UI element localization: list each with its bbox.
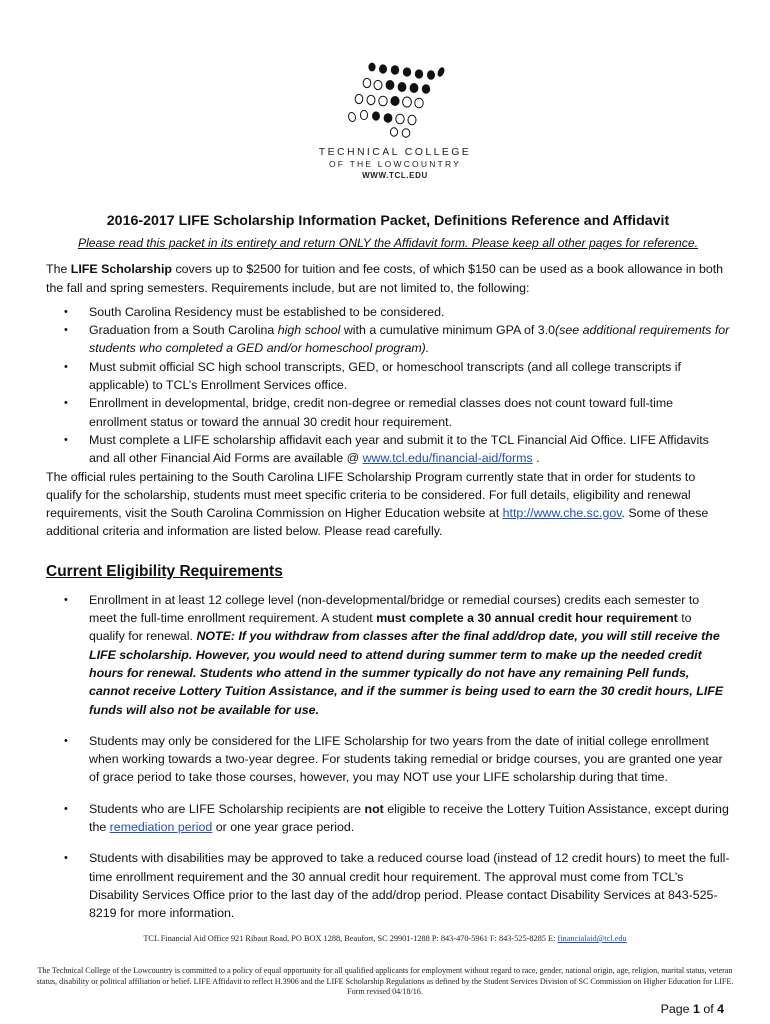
contact-footer: TCL Financial Aid Office 921 Ribaut Road, PO BOX 1288, Beaufort, SC 29901-1288 P: 843-470-5961 F: 843-525-8285 E: financialaid@tcl.edu <box>143 934 627 943</box>
financial-aid-email-link[interactable]: financialaid@tcl.edu <box>557 934 627 943</box>
requirement-item: • South Carolina Residency must be established to be considered. <box>46 303 730 321</box>
eligibility-item: • Students who are LIFE Scholarship recipients are not eligible to receive the Lottery Tuition Assistance, except during the remediation period or one year grace period. <box>46 800 730 837</box>
requirement-item: • Graduation from a South Carolina high school with a cumulative minimum GPA of 3.0(see additional requirements for students who completed a GED and/or homeschool program). <box>46 321 730 358</box>
rules-paragraph: The official rules pertaining to the South Carolina LIFE Scholarship Program currently state that in order for students to qualify for the scholarship, students must meet specific criteria to be considered. For full details, eligibility and renewal requirements, visit the South Carolina Commission on Higher Education website at http://www.che.sc.gov. Some of these additional criteria and information are listed below. Please read carefully. <box>46 469 709 539</box>
eligibility-item: • Enrollment in at least 12 college level (non-developmental/bridge or remedial courses) credits each semester to meet the full-time enrollment requirement. A student must complete a 30 annual credit hour requirement to qualify for renewal. NOTE: If you withdraw from classes after the final add/drop date, you will still receive the LIFE scholarship. However, you would need to attend during summer term to make up the needed credit hours for renewal. Students who attend in the summer typically do not have any remaining Pell funds, cannot receive Lottery Tuition Assistance, and if the summer is being used to earn the 30 credit hours, LIFE funds will also not be available for use. <box>46 591 730 719</box>
remediation-period-link[interactable]: remediation period <box>109 820 213 835</box>
document-title: 2016-2017 LIFE Scholarship Information Packet, Definitions Reference and Affidavit <box>106 213 670 229</box>
eligibility-heading: Current Eligibility Requirements <box>46 562 283 580</box>
eligibility-item: • Students with disabilities may be approved to take a reduced course load (instead of 12 credit hours) to meet the full-time enrollment requirement and the 30 annual credit hour requirement. The approval must come from TCL’s Disability Services Office prior to the last day of the add/drop period. Please contact Disability Services at 843-525-8219 for more information. <box>46 849 730 922</box>
requirement-item: • Enrollment in developmental, bridge, credit non-degree or remedial classes does not count toward full-time enrollment status or toward the annual 30 credit hour requirement. <box>46 394 730 431</box>
che-website-link[interactable]: http://www.che.sc.gov <box>502 506 622 521</box>
logo-college-name: TECHNICAL COLLEGE <box>318 146 472 158</box>
logo-college-subname: OF THE LOWCOUNTRY <box>328 159 461 169</box>
requirement-item: • Must submit official SC high school transcripts, GED, or homeschool transcripts (and all college transcripts if applicable) to TCL’s Enrollment Services office. <box>46 358 730 395</box>
document-subtitle: Please read this packet in its entirety and return ONLY the Affidavit form. Please keep all other pages for reference. <box>77 236 699 250</box>
equal-opportunity-statement: The Technical College of the Lowcountry is committed to a policy of equal opportunity for all qualified applicants for employment without regard to race, gender, national origin, age, religion, marital status, veteran status, disability or political affiliation or belief. LIFE Affidavit to reflect H.3906 and the LIFE Scholarship Regulations as defined by the Student Services Division of SC Commission on Higher Education for LIFE. Form revised 04/18/16. <box>36 966 734 996</box>
requirement-item: • Must complete a LIFE scholarship affidavit each year and submit it to the TCL Financial Aid Office. LIFE Affidavits and all other Financial Aid Forms are available @ www.tcl.edu/financial-aid/forms . <box>46 431 730 468</box>
life-scholarship-term: LIFE Scholarship <box>70 262 173 277</box>
logo-website: WWW.TCL.EDU <box>362 171 428 180</box>
logo-dot-mark <box>340 58 450 143</box>
financial-aid-forms-link[interactable]: www.tcl.edu/financial-aid/forms <box>362 451 533 466</box>
eligibility-item: • Students may only be considered for the LIFE Scholarship for two years from the date of initial college enrollment when working towards a two-year degree. For students taking remedial or bridge courses, you are granted one year of grace period to take those courses, however, you may NOT use your LIFE scholarship during that time. <box>46 732 730 787</box>
college-logo <box>300 58 490 183</box>
intro-paragraph: The LIFE Scholarship covers up to $2500 for tuition and fee costs, of which $150 can be used as a book allowance in both the fall and spring semesters. Requirements include, but are not limited to, the following: <box>46 262 724 295</box>
document-body <box>46 211 730 936</box>
requirements-list <box>46 303 730 468</box>
eligibility-list <box>46 591 730 923</box>
withdrawal-note: NOTE: If you withdraw from classes after the final add/drop date, you will still receive the LIFE scholarship. However, you would need to attend during summer term to make up the needed credit hours for renewal. Students who attend in the summer typically do not have any remaining Pell funds, cannot receive Lottery Tuition Assistance, and if the summer is being used to earn the 30 credit hours, LIFE funds will also not be available for use. <box>89 629 724 717</box>
page-number: Page 1 of 4 <box>660 1002 724 1016</box>
